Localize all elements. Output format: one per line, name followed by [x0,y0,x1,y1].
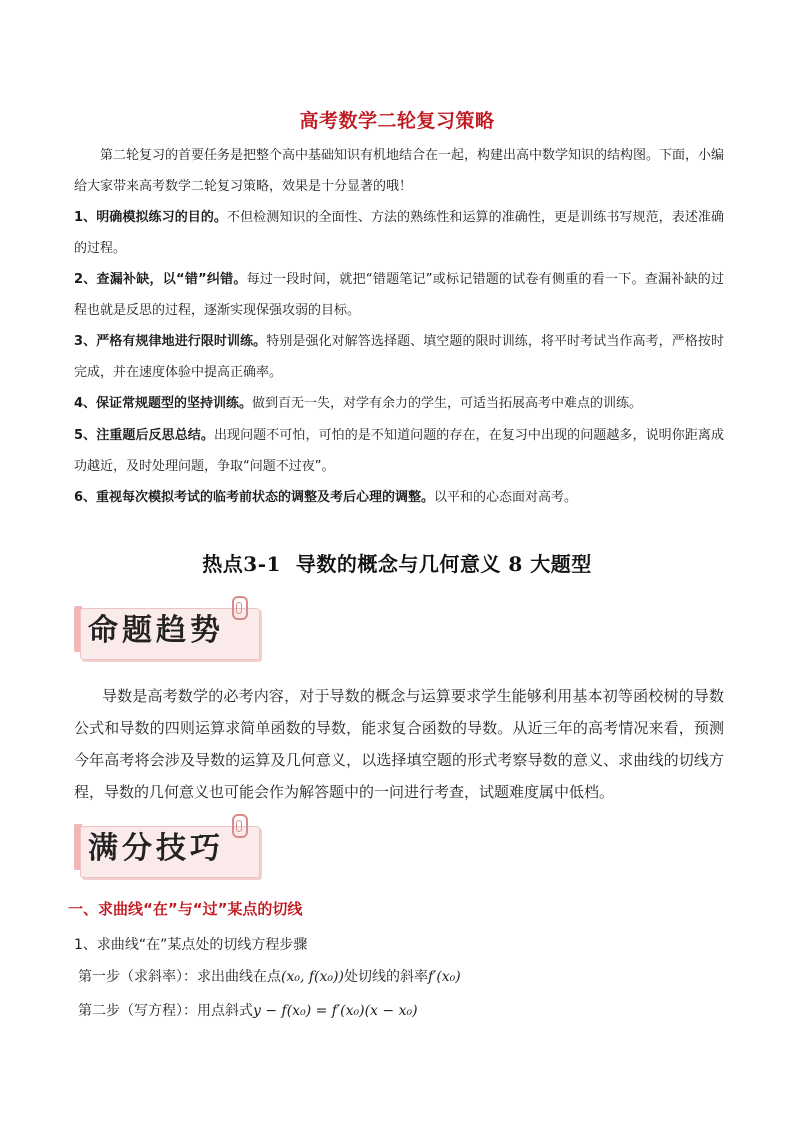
strategy-5-head: 5、注重题后反思总结。 [74,428,214,443]
strategy-6-body: 以平和的心态面对高考。 [434,490,578,505]
paperclip-icon [232,596,248,620]
strategy-1-head: 1、明确模拟练习的目的。 [74,210,228,225]
strategy-2-body: 每过一段时间，就把“错题笔记”或标记错题的试卷有侧重的看一下。查漏补缺的过程也就是反思的过程，逐渐实现保强攻弱的目标。 [74,272,724,318]
trend-banner [74,600,264,658]
strategy-5-body: 出现问题不可怕，可怕的是不知道问题的存在，在复习中出现的问题越多，说明你距离成功越近，及时处理问题，争取“问题不过夜”。 [74,428,724,474]
hot-prefix: 热点 [202,552,244,576]
page-title: 高考数学二轮复习策略 [299,110,495,132]
hot-topic-title [0,548,794,577]
hot-topic: 导数的概念与几何意义 [295,552,501,576]
step-1 [78,966,461,986]
skills-banner-label: 满分技巧 [88,831,224,866]
hot-number: 3-1 [243,552,281,576]
step-1-point: (x₀, f(x₀)) [281,969,344,985]
strategy-4 [74,388,724,419]
strategy-1 [74,202,724,264]
trend-banner-label: 命题趋势 [88,613,224,648]
step-2-label: 第二步（写方程）：用点斜式 [78,1003,253,1019]
strategy-4-body: 做到百无一失，对学有余力的学生，可适当拓展高考中难点的训练。 [252,396,643,411]
paperclip-icon [232,814,248,838]
step-1-label: 第一步（求斜率）：求出曲线在点 [78,969,281,985]
strategy-5 [74,420,724,482]
strategy-2 [74,264,724,326]
section-heading: 一、求曲线“在”与“过”某点的切线 [68,900,303,918]
skills-banner [74,818,264,876]
hot-count: 8 [508,552,523,576]
strategy-2-head: 2、查漏补缺，以“错”纠错。 [74,272,247,287]
strategy-6 [74,482,724,513]
step-1-mid: 处切线的斜率 [343,969,428,985]
strategy-4-head: 4、保证常规题型的坚持训练。 [74,396,253,411]
trend-paragraph: 导数是高考数学的必考内容，对于导数的概念与运算要求学生能够利用基本初等函校树的导数公式和导数的四则运算求简单函数的导数，能求复合函数的导数。从近三年的高考情况来看，预测今年高考将会涉及导数的运算及几何意义，以选择填空题的形式考察导数的意义、求曲线的切线方程，导数的几何意义也可能会作为解答题中的一问进行考查，试题难度属中低档。 [74,687,724,801]
step-2 [78,1000,418,1020]
strategy-3-head: 3、严格有规律地进行限时训练。 [74,334,267,349]
strategy-3-body: 特别是强化对解答选择题、填空题的限时训练，将平时考试当作高考，严格按时完成，并在速度体验中提高正确率。 [74,334,724,380]
strategy-6-head: 6、重视每次模拟考试的临考前状态的调整及考后心理的调整。 [74,490,435,505]
step-2-equation: y − f(x₀) = f′(x₀)(x − x₀) [253,1003,418,1019]
strategy-1-body: 不但检测知识的全面性、方法的熟练性和运算的准确性，更是训练书写规范，表述准确的过程。 [74,210,724,256]
hot-suffix: 大题型 [530,552,592,576]
intro-paragraph: 第二轮复习的首要任务是把整个高中基础知识有机地结合在一起，构建出高中数学知识的结构图。下面，小编给大家带来高考数学二轮复习策略，效果是十分显著的哦！ [74,148,725,194]
step-list-title: 1、求曲线“在”某点处的切线方程步骤 [74,937,308,953]
step-1-slope: f′(x₀) [427,969,461,985]
strategy-3 [74,326,724,388]
